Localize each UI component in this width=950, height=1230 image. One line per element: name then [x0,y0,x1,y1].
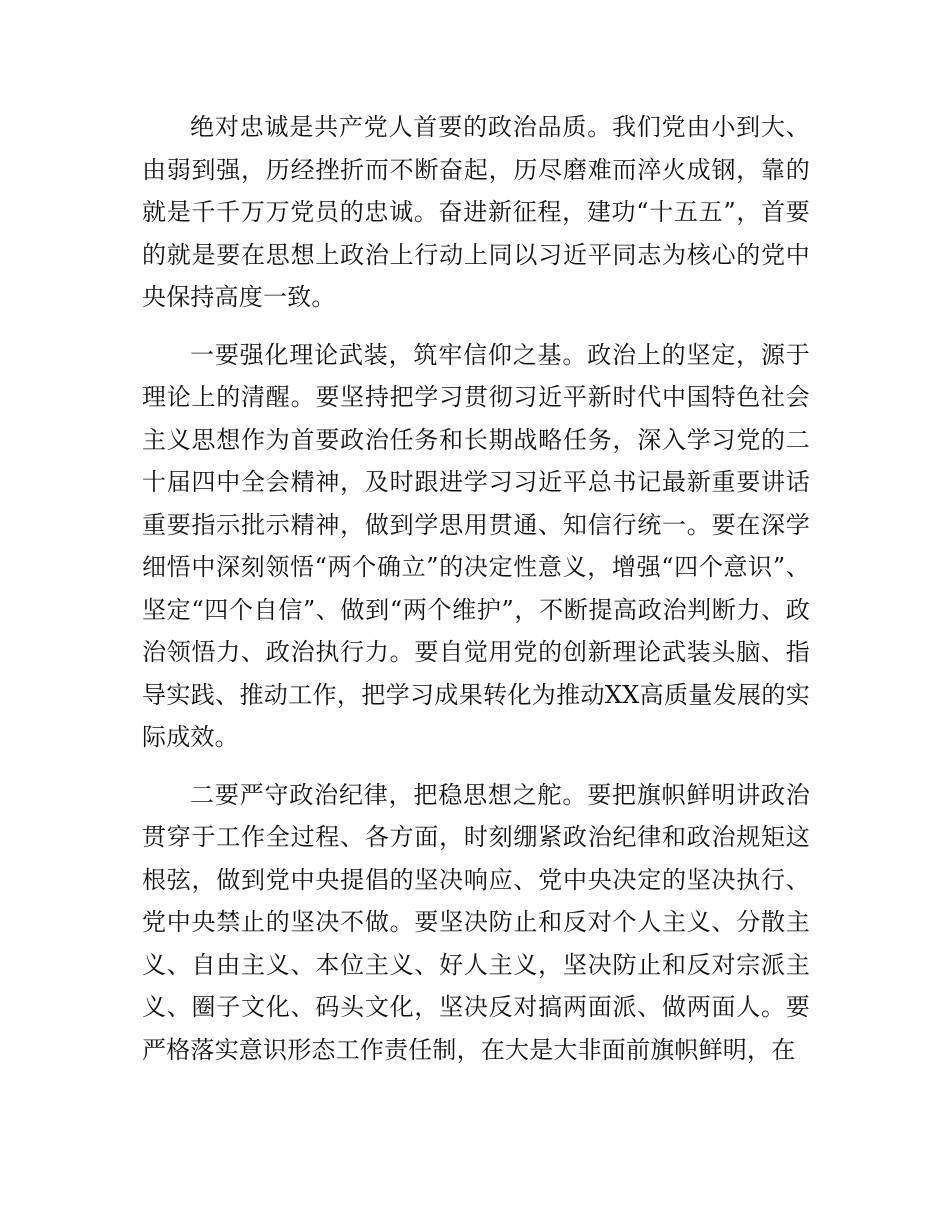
paragraph-intro: 绝对忠诚是共产党人首要的政治品质。我们党由小到大、由弱到强，历经挫折而不断奋起，历尽磨难而淬火成钢，靠的就是千千万万党员的忠诚。奋进新征程，建功“十五五”，首要的就是要在思想上政治上行动上同以习近平同志为核心的党中央保持高度一致。 [142,113,810,311]
paragraph-political-discipline: 二要严守政治纪律，把稳思想之舵。要把旗帜鲜明讲政治贯穿于工作全过程、各方面，时刻绷紧政治纪律和政治规矩这根弦，做到党中央提倡的坚决响应、党中央决定的坚决执行、党中央禁止的坚决不做。要坚决防止和反对个人主义、分散主义、自由主义、本位主义、好人主义，坚决防止和反对宗派主义、圈子文化、码头文化，坚决反对搞两面派、做两面人。要严格落实意识形态工作责任制，在大是大非面前旗帜鲜明，在 [142,780,810,1064]
document-body [142,106,810,1086]
paragraph-theory-study: 一要强化理论武装，筑牢信仰之基。政治上的坚定，源于理论上的清醒。要坚持把学习贯彻习近平新时代中国特色社会主义思想作为首要政治任务和长期战略任务，深入学习党的二十届四中全会精神，及时跟进学习习近平总书记最新重要讲话重要指示批示精神，做到学思用贯通、知信行统一。要在深学细悟中深刻领悟“两个确立”的决定性意义，增强“四个意识”、坚定“四个自信”、做到“两个维护”，不断提高政治判断力、政治领悟力、政治执行力。要自觉用党的创新理论武装头脑、指导实践、推动工作，把学习成果转化为推动XX高质量发展的实际成效。 [142,340,810,751]
